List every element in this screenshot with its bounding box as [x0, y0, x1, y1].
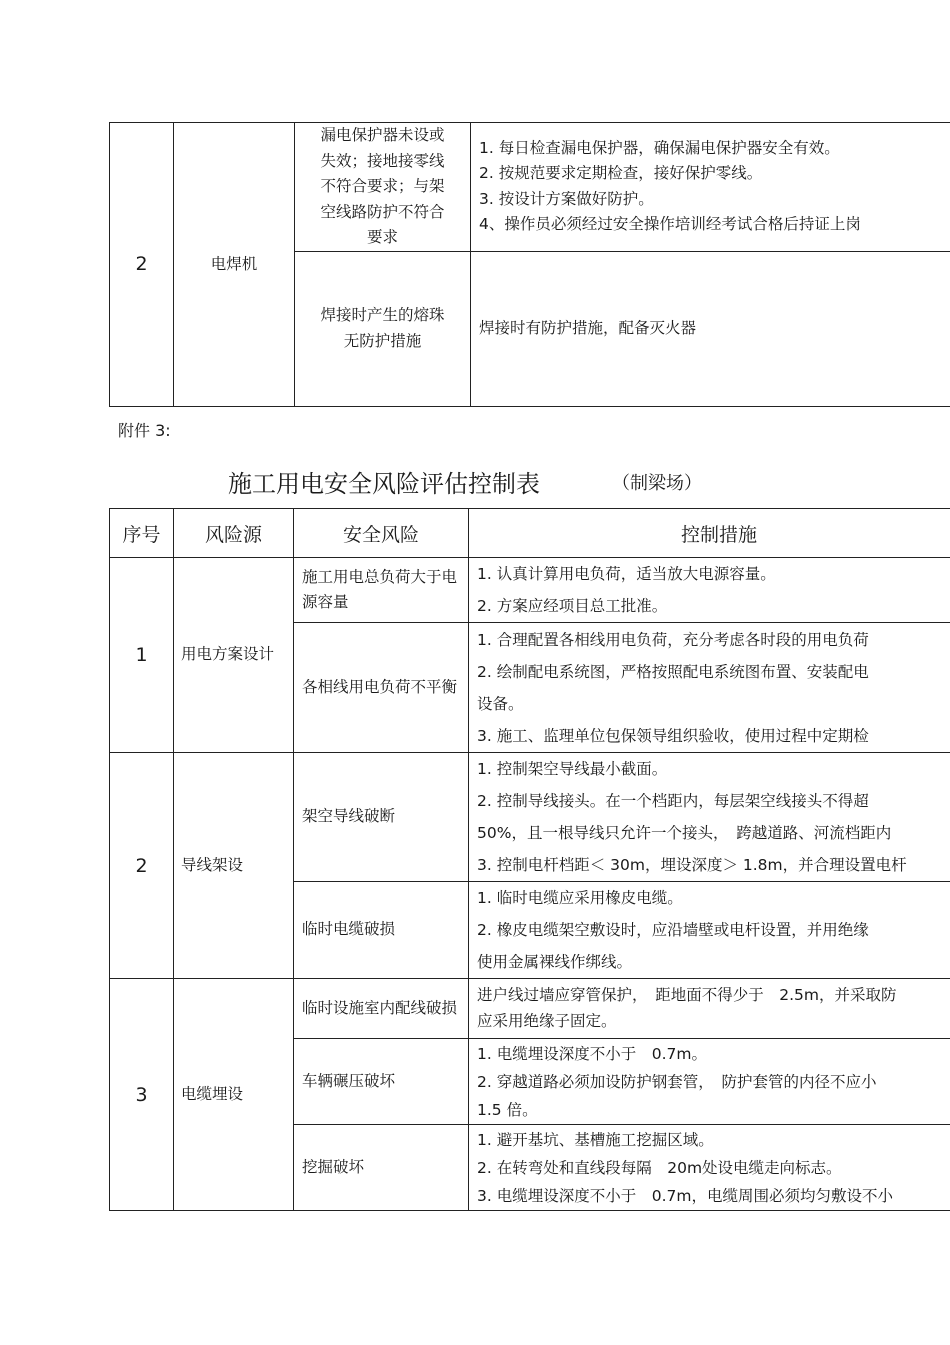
header-source: 风险源: [174, 509, 294, 558]
risk-cell: 架空导线破断: [294, 753, 469, 882]
measure-cell: [471, 251, 950, 406]
page-subtitle: （制梁场）: [612, 473, 702, 494]
header-risk: 安全风险: [294, 509, 469, 558]
risk-cell: 车辆碾压破坏: [294, 1039, 469, 1125]
measure-cell: [469, 1125, 950, 1211]
measure-line: 应采用绝缘子固定。: [477, 1011, 617, 1030]
measure-line: 1. 认真计算用电负荷，适当放大电源容量。: [477, 565, 776, 583]
measure-cell: [469, 979, 950, 1039]
measure-line: 使用金属裸线作绑线。: [477, 953, 633, 971]
header-seq: 序号: [110, 509, 174, 558]
risk-cell: [295, 123, 471, 252]
measure-line: 2. 在转弯处和直线段每隔 20m处设电缆走向标志。: [477, 1158, 842, 1177]
risk-line: 漏电保护器未设或: [320, 126, 445, 144]
measure-line: 设备。: [477, 694, 524, 713]
risk-line: 失效；接地接零线: [320, 151, 445, 170]
risk-line: 不符合要求；与架: [320, 177, 445, 195]
seq-cell: 2: [110, 123, 174, 407]
attachment-label: 附件 3:: [118, 421, 171, 440]
measure-line: 进户线过墙应穿管保护， 距地面不得少于 2.5m，并采取防: [477, 986, 897, 1004]
risk-line: 要求: [366, 228, 398, 246]
risk-source-cell: 电缆埋设: [174, 979, 294, 1211]
measure-line: 3. 施工、监理单位包保领导组织验收，使用过程中定期检: [477, 726, 869, 745]
measure-cell: [469, 753, 950, 882]
measure-cell: [469, 882, 950, 979]
header-measures: 控制措施: [469, 509, 950, 558]
measure-line: 1. 临时电缆应采用橡皮电缆。: [477, 889, 683, 907]
measure-line: 1. 避开基坑、基槽施工挖掘区域。: [477, 1130, 714, 1149]
risk-source-cell: 用电方案设计: [174, 558, 294, 753]
seq-cell: 3: [110, 979, 174, 1211]
risk-cell: [295, 251, 471, 406]
measure-line: 2. 按规范要求定期检查，接好保护零线。: [479, 164, 763, 183]
measure-cell: [471, 123, 950, 252]
risk-cell: 各相线用电负荷不平衡: [294, 623, 469, 753]
measure-line: 2. 控制导线接头。在一个档距内，每层架空线接头不得超: [477, 792, 869, 810]
risk-line: 空线路防护不符合: [320, 202, 445, 221]
risk-line: 无防护措施: [343, 331, 422, 350]
risk-source-cell: 电焊机: [174, 123, 295, 407]
risk-cell: 临时电缆破损: [294, 882, 469, 979]
measure-line: 2. 穿越道路必须加设防护钢套管， 防护套管的内径不应小: [477, 1072, 877, 1091]
risk-control-table: [109, 508, 950, 1211]
risk-cell: 挖掘破坏: [294, 1125, 469, 1211]
risk-cell: 临时设施室内配线破损: [294, 979, 469, 1039]
measure-line: 2. 绘制配电系统图，严格按照配电系统图布置、安装配电: [477, 662, 869, 681]
seq-cell: 1: [110, 558, 174, 753]
measure-line: 焊接时有防护措施，配备灭火器: [479, 318, 697, 337]
page-title: 施工用电安全风险评估控制表: [228, 470, 540, 498]
measure-line: 4、操作员必须经过安全操作培训经考试合格后持证上岗: [479, 215, 861, 234]
measure-line: 1. 控制架空导线最小截面。: [477, 760, 668, 778]
measure-line: 1. 每日检查漏电保护器，确保漏电保护器安全有效。: [479, 138, 840, 157]
measure-line: 3. 控制电杆档距＜ 30m，埋设深度＞ 1.8m，并合理设置电杆: [477, 856, 907, 874]
risk-cell: 施工用电总负荷大于电源容量: [294, 558, 469, 623]
measure-line: 3. 电缆埋设深度不小于 0.7m，电缆周围必须均匀敷设不小: [477, 1186, 893, 1205]
measure-line: 50%，且一根导线只允许一个接头， 跨越道路、河流档距内: [477, 824, 892, 842]
measure-line: 2. 方案应经项目总工批准。: [477, 597, 668, 615]
measure-cell: [469, 558, 950, 623]
welder-risk-table: [109, 122, 950, 407]
measure-cell: [469, 623, 950, 753]
measure-line: 2. 橡皮电缆架空敷设时，应沿墙壁或电杆设置，并用绝缘: [477, 921, 869, 939]
seq-cell: 2: [110, 753, 174, 979]
measure-line: 1. 电缆埋设深度不小于 0.7m。: [477, 1044, 707, 1063]
measure-line: 1.5 倍。: [477, 1100, 538, 1119]
risk-source-cell: 导线架设: [174, 753, 294, 979]
measure-line: 1. 合理配置各相线用电负荷，充分考虑各时段的用电负荷: [477, 630, 869, 649]
measure-line: 3. 按设计方案做好防护。: [479, 189, 654, 208]
risk-line: 焊接时产生的熔珠: [320, 306, 445, 324]
measure-cell: [469, 1039, 950, 1125]
